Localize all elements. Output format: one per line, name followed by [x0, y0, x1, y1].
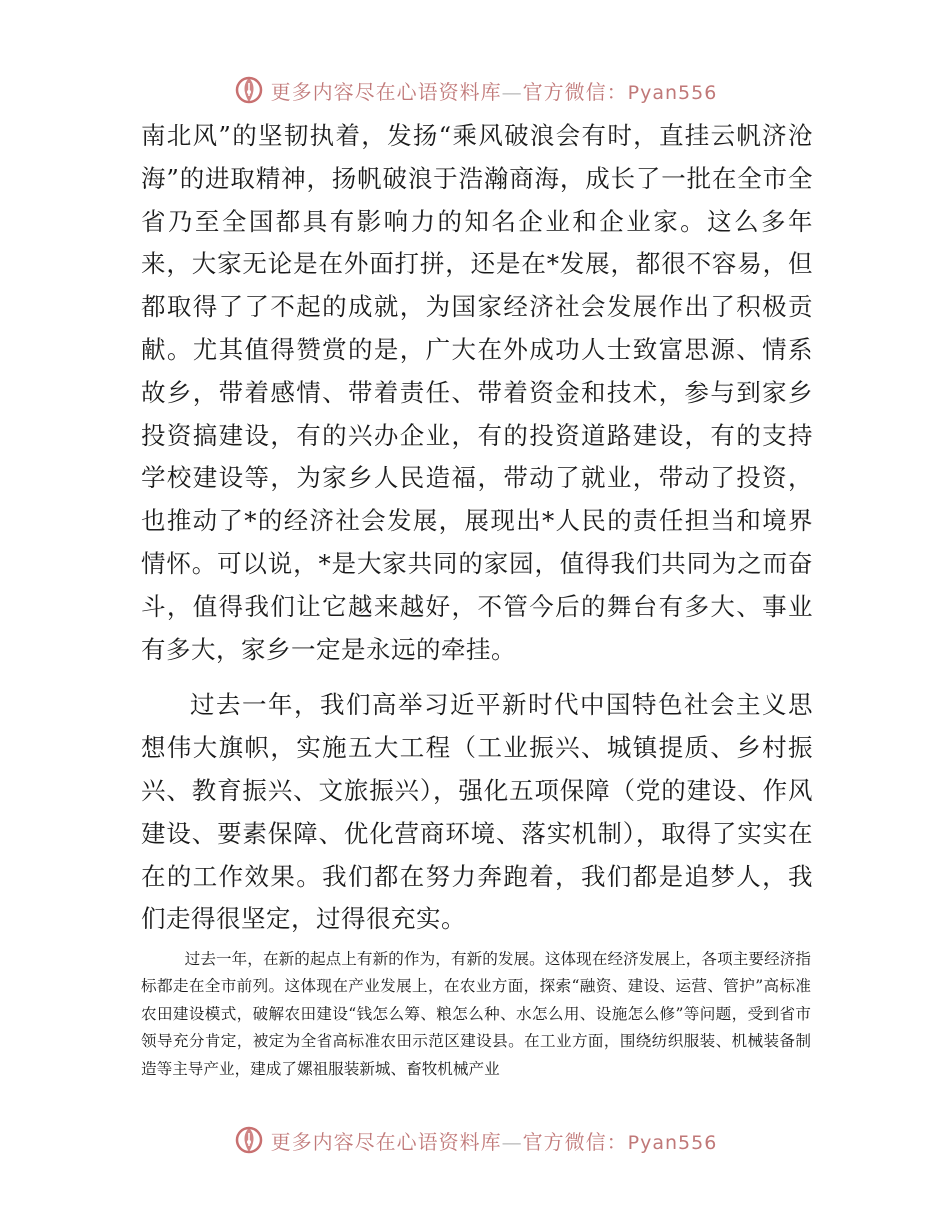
watermark-wechat-id: Pyan556 — [627, 81, 718, 104]
watermark-main-text: 更多内容尽在心语资料库 — [270, 79, 502, 104]
body-paragraph-3: 过去一年，在新的起点上有新的作为，有新的发展。这体现在经济发展上，各项主要经济指标都走在全市前列。这体现在产业发展上，在农业方面，探索“融资、建设、运营、管护”高标准农田建设模式，破解农田建设“钱怎么筹、粮怎么种、水怎么用、设施怎么修”等问题，受到省市领导充分肯定，被定为全省高标准农田示范区建设县。在工业方面，围绕纺织服装、机械装备制造等主导产业，建成了嫘祖服装新城、畜牧机械产业 — [141, 950, 811, 1078]
watermark-wechat-id: Pyan556 — [627, 1131, 718, 1154]
watermark-main-text: 更多内容尽在心语资料库 — [270, 1129, 502, 1154]
pen-nib-logo-icon — [233, 1124, 265, 1156]
body-paragraph-1: 南北风”的坚韧执着，发扬“乘风破浪会有时，直挂云帆济沧海”的进取精神，扬帆破浪于浩瀚商海，成长了一批在全市全省乃至全国都具有影响力的知名企业和企业家。这么多年来，大家无论是在外面打拼，还是在*发展，都很不容易，但都取得了了不起的成就，为国家经济社会发展作出了积极贡献。尤其值得赞赏的是，广大在外成功人士致富思源、情系故乡，带着感情、带着责任、带着资金和技术，参与到家乡投资搞建设，有的兴办企业，有的投资道路建设，有的支持学校建设等，为家乡人民造福，带动了就业，带动了投资，也推动了*的经济社会发展，展现出*人民的责任担当和境界情怀。可以说，*是大家共同的家园，值得我们共同为之而奋斗，值得我们让它越来越好，不管今后的舞台有多大、事业有多大，家乡一定是永远的牵挂。 — [141, 121, 813, 664]
body-paragraph-2: 过去一年，我们高举习近平新时代中国特色社会主义思想伟大旗帜，实施五大工程（工业振兴、城镇提质、乡村振兴、教育振兴、文旅振兴），强化五项保障（党的建设、作风建设、要素保障、优化营商环境、落实机制），取得了实实在在的工作效果。我们都在努力奔跑着，我们都是追梦人，我们走得很坚定，过得很充实。 — [141, 690, 813, 934]
watermark-header — [0, 70, 950, 110]
watermark-wechat-label: 官方微信： — [522, 1129, 628, 1154]
watermark-footer — [0, 1120, 950, 1160]
watermark-text — [271, 1126, 718, 1155]
watermark-dash: — — [501, 1129, 523, 1154]
watermark-text — [271, 76, 718, 105]
pen-nib-logo-icon — [233, 74, 265, 106]
document-body — [141, 115, 813, 941]
watermark-wechat-label: 官方微信： — [522, 79, 628, 104]
watermark-dash: — — [501, 79, 523, 104]
